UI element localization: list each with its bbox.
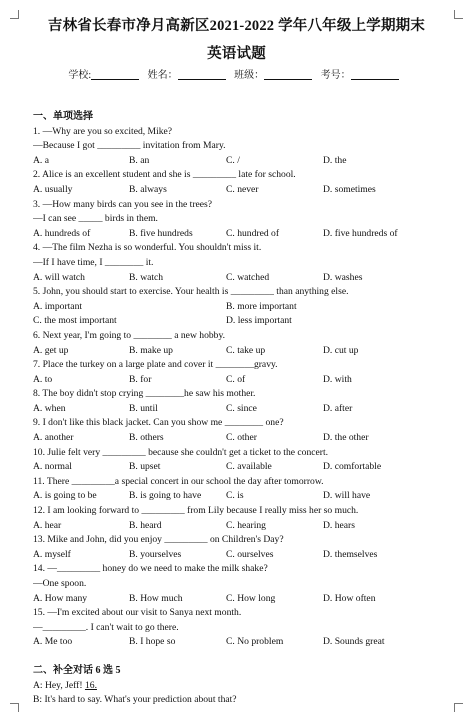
answer-option[interactable]: D. with <box>323 373 352 385</box>
answer-option[interactable]: C. watched <box>226 271 270 283</box>
answer-option[interactable]: B. an <box>129 154 150 166</box>
answer-option[interactable]: C. since <box>226 402 257 414</box>
options-row <box>33 489 453 504</box>
options-row <box>33 431 453 446</box>
options-row <box>33 635 453 650</box>
answer-option[interactable]: B. for <box>129 373 152 385</box>
answer-option[interactable]: A. to <box>33 373 53 385</box>
section2-heading: 二、补全对话 6 选 5 <box>33 664 121 676</box>
options-row <box>33 592 453 607</box>
options-row <box>33 300 453 315</box>
exam-title: 吉林省长春市净月高新区2021-2022 学年八年级上学期期末 <box>47 18 426 34</box>
question-stem: —_________. I can't wait to go there. <box>33 621 179 633</box>
answer-option[interactable]: A. get up <box>33 344 69 356</box>
answer-option[interactable]: D. cut up <box>323 344 359 356</box>
options-row <box>33 344 453 359</box>
answer-option[interactable]: B. heard <box>129 519 162 531</box>
answer-option[interactable]: B. others <box>129 432 164 444</box>
answer-option[interactable]: D. the <box>323 154 347 166</box>
answer-option[interactable]: C. of <box>226 373 246 385</box>
exam-number-blank[interactable] <box>351 68 399 80</box>
question-stem: 11. There _________a special concert in our school the day after tomorrow. <box>33 475 324 487</box>
options-row <box>33 271 453 286</box>
options-row <box>33 154 453 169</box>
answer-option[interactable]: A. Me too <box>33 636 73 648</box>
question-stem: 13. Mike and John, did you enjoy _________ on Children's Day? <box>33 534 284 546</box>
options-row <box>33 519 453 534</box>
dialogue-line-a <box>33 679 453 694</box>
answer-option[interactable]: D. five hundreds of <box>323 227 398 239</box>
exam-number-label: 考号： <box>320 70 351 81</box>
dialogue-blank-16[interactable]: 16. <box>84 679 97 691</box>
answer-option[interactable]: D. themselves <box>323 548 378 560</box>
answer-option[interactable]: A. How many <box>33 592 88 604</box>
answer-option[interactable]: B. always <box>129 183 167 195</box>
answer-option[interactable]: D. will have <box>323 490 371 502</box>
answer-option[interactable]: B. more important <box>226 300 297 312</box>
answer-option[interactable]: A. hundreds of <box>33 227 91 239</box>
answer-option[interactable]: C. other <box>226 432 257 444</box>
answer-option[interactable]: D. comfortable <box>323 461 382 473</box>
answer-option[interactable]: A. normal <box>33 461 72 473</box>
question-stem: 8. The boy didn't stop crying ________he saw his mother. <box>33 388 256 400</box>
name-label: 姓名： <box>147 70 178 81</box>
answer-option[interactable]: D. How often <box>323 592 376 604</box>
dialogue-line-b: B: It's hard to say. What's your prediction about that? <box>33 694 237 706</box>
answer-option[interactable]: C. available <box>226 461 272 473</box>
question-list <box>33 125 453 650</box>
answer-option[interactable]: A. is going to be <box>33 490 97 502</box>
dialogue-text-a: A: Hey, Jeff! <box>33 679 83 691</box>
section1-heading: 一、单项选择 <box>33 111 93 122</box>
answer-option[interactable]: C. the most important <box>33 315 117 327</box>
options-row <box>33 314 453 329</box>
answer-option[interactable]: D. Sounds great <box>323 636 385 648</box>
options-row <box>33 227 453 242</box>
question-stem: 3. —How many birds can you see in the trees? <box>33 198 213 210</box>
answer-option[interactable]: B. until <box>129 402 158 414</box>
answer-option[interactable]: C. / <box>226 154 240 166</box>
answer-option[interactable]: A. a <box>33 154 49 166</box>
options-row <box>33 548 453 563</box>
question-stem: 1. —Why are you so excited, Mike? <box>33 125 173 137</box>
crop-mark-bottom-left <box>10 703 19 712</box>
options-row <box>33 183 453 198</box>
question-stem: 9. I don't like this black jacket. Can you show me ________ one? <box>33 417 284 429</box>
answer-option[interactable]: C. take up <box>226 344 266 356</box>
question-stem: —I can see _____ birds in them. <box>33 213 158 225</box>
question-stem: 4. —The film Nezha is so wonderful. You shouldn't miss it. <box>33 242 262 254</box>
answer-option[interactable]: C. No problem <box>226 636 284 648</box>
question-stem: —Because I got _________ invitation from Mary. <box>33 140 226 152</box>
answer-option[interactable]: C. ourselves <box>226 548 274 560</box>
question-stem: 15. —I'm excited about our visit to Sanya next month. <box>33 607 242 619</box>
answer-option[interactable]: C. is <box>226 490 244 502</box>
question-stem: 7. Place the turkey on a large plate and cover it ________gravy. <box>33 359 278 371</box>
answer-option[interactable]: A. another <box>33 432 74 444</box>
answer-option[interactable]: B. watch <box>129 271 164 283</box>
question-stem: 12. I am looking forward to _________ from Lily because I really miss her so much. <box>33 505 359 517</box>
answer-option[interactable]: B. is going to have <box>129 490 202 502</box>
exam-subtitle: 英语试题 <box>207 46 266 62</box>
answer-option[interactable]: A. important <box>33 300 83 312</box>
answer-option[interactable]: A. when <box>33 402 66 414</box>
question-stem: 2. Alice is an excellent student and she is _________ late for school. <box>33 169 296 181</box>
question-stem: 5. John, you should start to exercise. Your health is _________ than anything else. <box>33 286 349 298</box>
answer-option[interactable]: D. sometimes <box>323 183 376 195</box>
answer-option[interactable]: C. hearing <box>226 519 266 531</box>
school-label: 学校: <box>68 70 92 81</box>
student-info-line <box>0 66 473 81</box>
answer-option[interactable]: B. How much <box>129 592 183 604</box>
answer-option[interactable]: B. upset <box>129 461 161 473</box>
answer-option[interactable]: C. never <box>226 183 259 195</box>
options-row <box>33 402 453 417</box>
question-stem: —One spoon. <box>33 578 87 589</box>
question-stem: —If I have time, I ________ it. <box>33 256 154 268</box>
answer-option[interactable]: A. usually <box>33 183 73 195</box>
answer-option[interactable]: C. How long <box>226 592 276 604</box>
answer-option[interactable]: C. hundred of <box>226 227 280 239</box>
answer-option[interactable]: B. yourselves <box>129 548 182 560</box>
question-stem: 10. Julie felt very _________ because she couldn't get a ticket to the concert. <box>33 446 329 458</box>
school-blank[interactable] <box>91 68 139 80</box>
answer-option[interactable]: B. I hope so <box>129 636 176 648</box>
answer-option[interactable]: B. make up <box>129 344 173 356</box>
answer-option[interactable]: D. after <box>323 402 353 414</box>
answer-option[interactable]: D. hears <box>323 519 355 531</box>
options-row <box>33 373 453 388</box>
options-row <box>33 460 453 475</box>
class-label: 班级： <box>234 70 265 81</box>
crop-mark-bottom-right <box>454 703 463 712</box>
section-spacer <box>33 650 453 664</box>
question-stem: 14. —_________ honey do we need to make the milk shake? <box>33 563 268 575</box>
answer-option[interactable]: D. washes <box>323 271 363 283</box>
answer-option[interactable]: A. hear <box>33 519 62 531</box>
answer-option[interactable]: A. will watch <box>33 271 85 283</box>
class-blank[interactable] <box>264 68 312 80</box>
question-stem: 6. Next year, I'm going to ________ a new hobby. <box>33 329 226 341</box>
answer-option[interactable]: D. the other <box>323 432 369 444</box>
name-blank[interactable] <box>178 68 226 80</box>
answer-option[interactable]: B. five hundreds <box>129 227 193 239</box>
exam-content <box>33 110 453 708</box>
answer-option[interactable]: D. less important <box>226 315 292 327</box>
answer-option[interactable]: A. myself <box>33 548 71 560</box>
